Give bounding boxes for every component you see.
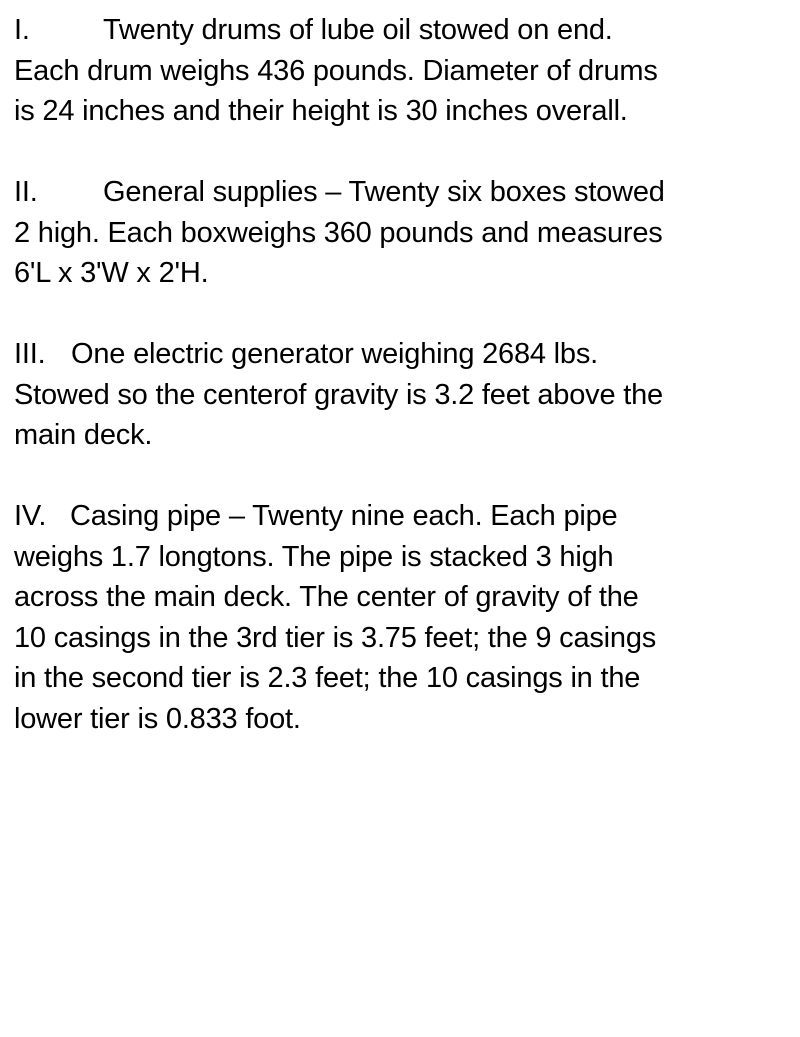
cargo-item-2 [14, 172, 794, 294]
item-text-line: across the main deck. The center of gravity of the [14, 581, 639, 613]
item-text-line: lower tier is 0.833 foot. [14, 702, 301, 735]
item-first-line [14, 496, 794, 537]
document-body [14, 10, 794, 780]
item-numeral: III. [14, 338, 46, 370]
cargo-item-3 [14, 334, 794, 456]
item-text-line: main deck. [14, 419, 153, 451]
item-first-line [14, 10, 794, 51]
item-text-line: 2 high. Each boxweighs 360 pounds and measures [14, 216, 663, 249]
item-text-line: is 24 inches and their height is 30 inches overall. [14, 95, 628, 127]
item-first-line [14, 334, 794, 375]
item-text-line: Each drum weighs 436 pounds. Diameter of drums [14, 54, 658, 87]
item-numeral: II. [14, 176, 38, 208]
cargo-item-1 [14, 10, 794, 132]
item-heading-text: Twenty drums of lube oil stowed on end. [103, 14, 613, 46]
cargo-item-4 [14, 496, 794, 739]
item-heading-text: One electric generator weighing 2684 lbs. [71, 338, 599, 370]
item-text-line: Stowed so the centerof gravity is 3.2 feet above the [14, 378, 663, 411]
item-text-line: 10 casings in the 3rd tier is 3.75 feet; the 9 casings [14, 621, 657, 654]
item-text-line: 6'L x 3'W x 2'H. [14, 257, 209, 289]
item-text-line: in the second tier is 2.3 feet; the 10 casings in the [14, 662, 641, 694]
item-text-line: weighs 1.7 longtons. The pipe is stacked 3 high [14, 540, 614, 573]
item-heading-text: General supplies – Twenty six boxes stowed [103, 176, 665, 208]
item-first-line [14, 172, 794, 213]
item-numeral: I. [14, 14, 30, 46]
item-numeral: IV. [14, 500, 47, 532]
item-heading-text: Casing pipe – Twenty nine each. Each pipe [70, 500, 618, 532]
